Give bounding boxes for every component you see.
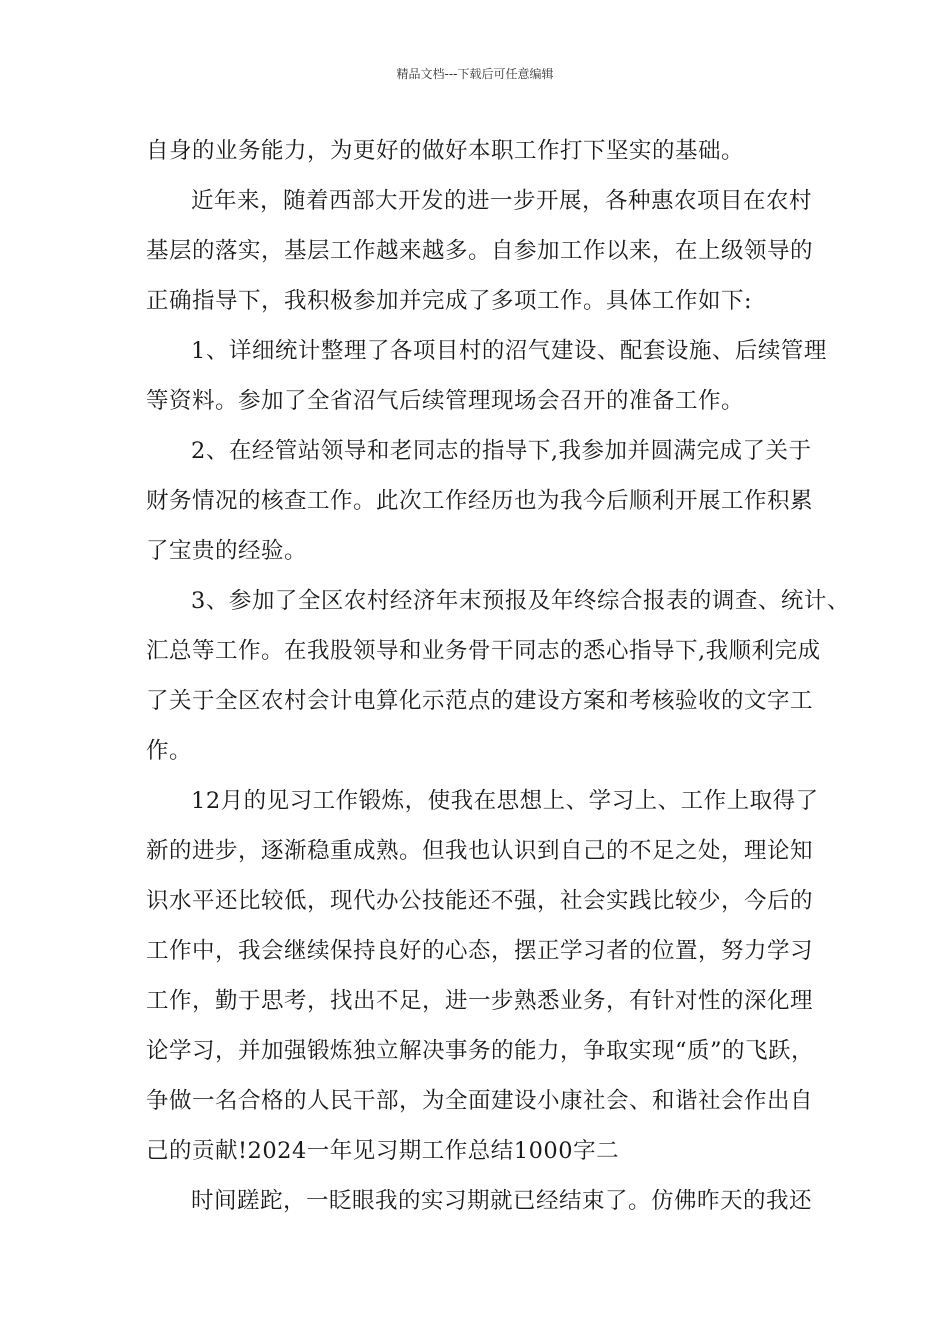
text-line: 自身的业务能力，为更好的做好本职工作打下坚实的基础。 (146, 138, 745, 164)
paragraph (146, 776, 819, 1176)
text-line: 作。 (146, 738, 193, 764)
text-line: 1、详细统计整理了各项目村的沼气建设、配套设施、后续管理 (191, 338, 827, 364)
text-line: 了宝贵的经验。 (146, 538, 308, 564)
paragraph (146, 126, 808, 176)
text-line: 基层的落实，基层工作越来越多。自参加工作以来，在上级领导的 (146, 238, 814, 264)
text-line: 12月的见习工作锻炼，使我在思想上、学习上、工作上取得了 (191, 788, 819, 814)
text-line: 时间蹉跎，一眨眼我的实习期就已经结束了。仿佛昨天的我还 (191, 1188, 813, 1214)
text-line: 财务情况的核查工作。此次工作经历也为我今后顺利开展工作积累 (146, 488, 814, 514)
text-line: 论学习，并加强锻炼独立解决事务的能力，争取实现“质”的飞跃， (146, 1038, 815, 1064)
text-line: 新的进步，逐渐稳重成熟。但我也认识到自己的不足之处，理论知 (146, 838, 814, 864)
text-line: 等资料。参加了全省沼气后续管理现场会召开的准备工作。 (146, 388, 745, 414)
text-line: 2、在经管站领导和老同志的指导下,我参加并圆满完成了关于 (191, 438, 812, 464)
text-line: 近年来，随着西部大开发的进一步开展，各种惠农项目在农村 (191, 188, 813, 214)
text-line: 工作中，我会继续保持良好的心态，摆正学习者的位置，努力学习 (146, 938, 814, 964)
paragraph (146, 576, 850, 776)
text-line: 识水平还比较低，现代办公技能还不强，社会实践比较少，今后的 (146, 888, 814, 914)
text-line: 3、参加了全区农村经济年末预报及年终综合报表的调查、统计、 (191, 588, 850, 614)
paragraph (146, 1176, 813, 1226)
paragraph (146, 326, 827, 426)
text-line: 汇总等工作。在我股领导和业务骨干同志的悉心指导下,我顺利完成 (146, 638, 821, 664)
text-line: 己的贡献!2024一年见习期工作总结1000字二 (146, 1138, 620, 1164)
paragraph (146, 176, 814, 326)
document-body (146, 126, 850, 1226)
text-line: 争做一名合格的人民干部，为全面建设小康社会、和谐社会作出自 (146, 1088, 814, 1114)
page-header: 精品文档---下载后可任意编辑 (396, 67, 554, 81)
text-line: 了关于全区农村会计电算化示范点的建设方案和考核验收的文字工 (146, 688, 814, 714)
text-line: 正确指导下，我积极参加并完成了多项工作。具体工作如下: (146, 288, 753, 314)
text-line: 工作，勤于思考，找出不足，进一步熟悉业务，有针对性的深化理 (146, 988, 814, 1014)
paragraph (146, 426, 814, 576)
